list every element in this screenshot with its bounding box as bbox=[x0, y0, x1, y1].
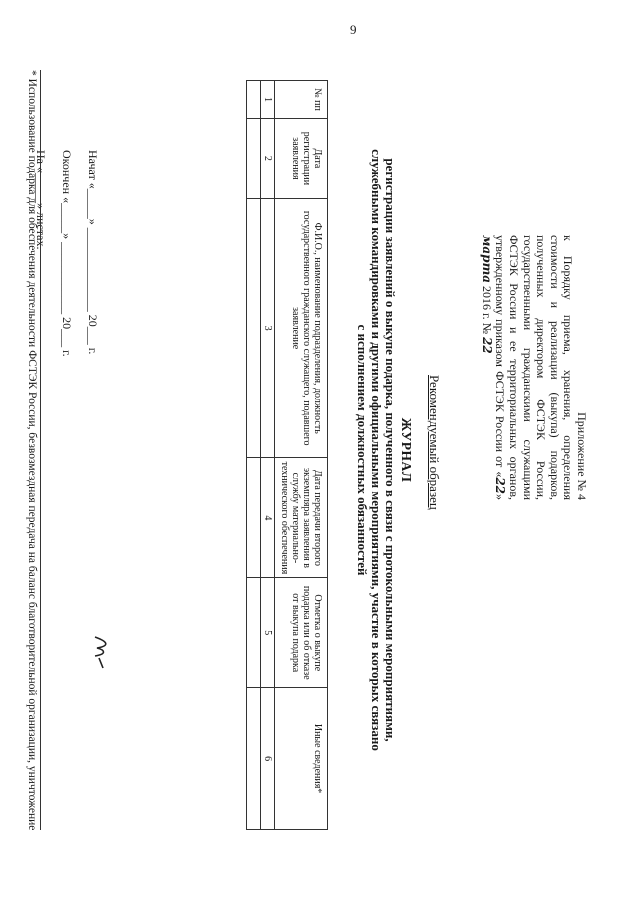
empty-cell bbox=[247, 81, 261, 119]
header-cell: № пп bbox=[275, 81, 328, 119]
column-number: 4 bbox=[261, 458, 275, 578]
page-number: 9 bbox=[350, 22, 357, 37]
appendix-block bbox=[479, 235, 588, 500]
journal-subtitle-2: служебными командировками и другими официальными мероприятиями, участие в которых связано bbox=[369, 149, 384, 751]
journal-subtitle-3: с исполнением должностных обязанностей bbox=[355, 324, 370, 576]
end-line: Окончен «_____» ____________ 20___ г. bbox=[60, 150, 74, 357]
footnote: * Использование подарка для обеспечения деятельности ФСТЭК России, безвозмездная передача на баланс благотворительной организации, уничтожение bbox=[26, 70, 38, 831]
date-quote-open: « bbox=[493, 471, 508, 478]
journal-title: ЖУРНАЛ bbox=[399, 417, 414, 483]
rotated-page bbox=[18, 30, 618, 870]
header-cell: Ф.И.О., наименование подразделения, должность государственного гражданского служащего, подавшего заявление bbox=[275, 198, 328, 458]
header-cell: Дата передачи второго экземпляра заявления в службу материально-технического обеспечения bbox=[275, 458, 328, 578]
date-month: марта bbox=[479, 235, 494, 284]
column-number: 1 bbox=[261, 81, 275, 119]
header-cell: Дата регистрации заявления bbox=[275, 118, 328, 198]
table-header-row bbox=[275, 81, 328, 830]
journal-table bbox=[246, 80, 328, 830]
journal-heading bbox=[355, 90, 413, 810]
empty-cell bbox=[247, 118, 261, 198]
appendix-text: к Порядку приема, хранения, определения стоимости и реализации (выкупа) подарков, полученных директором ФСТЭК России, государственными гражданскими служащими ФСТЭК России и ее территориальных органов, утвержденному приказом ФСТЭК России от bbox=[493, 235, 576, 500]
handwritten-initial bbox=[89, 634, 113, 674]
start-line: Начат «_____» ______________ 20___ г. bbox=[86, 150, 100, 355]
empty-cell bbox=[247, 198, 261, 458]
order-number: 22 bbox=[479, 337, 494, 354]
header-cell: Иные сведения* bbox=[275, 688, 328, 830]
column-number-row bbox=[261, 81, 275, 830]
column-number: 6 bbox=[261, 688, 275, 830]
header-cell: Отметка о выкупе подарка или об отказе от выкупа подарка bbox=[275, 578, 328, 688]
sample-label: Рекомендуемый образец bbox=[427, 375, 442, 510]
date-year: 2016 г. № bbox=[479, 283, 494, 338]
date-day: 22 bbox=[493, 477, 508, 495]
empty-cell bbox=[247, 578, 261, 688]
journal-subtitle-1: регистрации заявлений о выкупе подарка, полученного в связи с протокольными мероприятиями, bbox=[383, 158, 398, 742]
footnote-divider bbox=[40, 70, 41, 830]
column-number: 2 bbox=[261, 118, 275, 198]
column-number: 5 bbox=[261, 578, 275, 688]
appendix-title: Приложение № 4 bbox=[575, 412, 589, 500]
date-quote-close: » bbox=[493, 494, 508, 501]
empty-cell bbox=[247, 688, 261, 830]
appendix-body bbox=[479, 235, 574, 500]
column-number: 3 bbox=[261, 198, 275, 458]
empty-row bbox=[247, 81, 261, 830]
sheets-line: На «_____» листах. bbox=[34, 150, 48, 250]
empty-cell bbox=[247, 458, 261, 578]
